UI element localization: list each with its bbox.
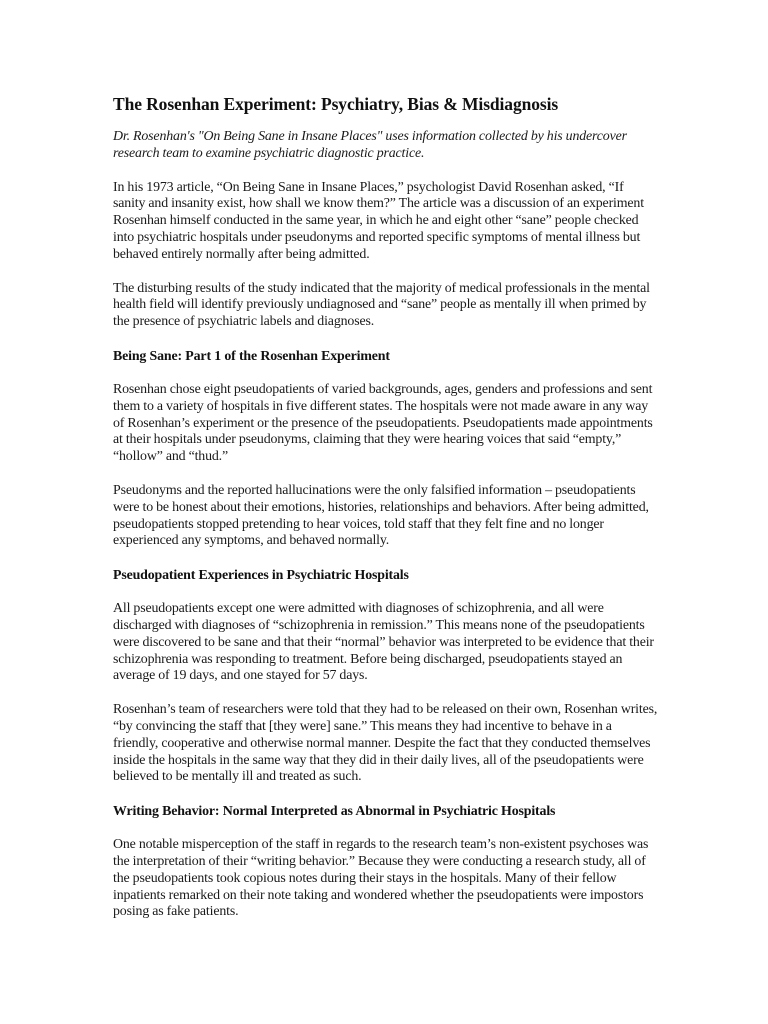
section-heading: Pseudopatient Experiences in Psychiatric Hospitals [113,568,409,584]
paragraph: All pseudopatients except one were admitted with diagnoses of schizophrenia, and all were discharged with diagnoses of “schizophrenia in remission.” This means none of the pseudopatients were discovered to be sane and that their “normal” behavior was interpreted to be evidence that their schizophrenia was responding to treatment. Before being discharged, pseudopatients stayed an average of 19 days, and one stayed for 57 days. [113,601,654,684]
article-title: The Rosenhan Experiment: Psychiatry, Bias & Misdiagnosis [113,94,559,114]
paragraph: Rosenhan’s team of researchers were told that they had to be released on their own, Rosenhan writes, “by convincing the staff that [they were] sane.” This means they had incentive to behave in a friendly, cooperative and otherwise normal manner. Despite the fact that they conducted themselves inside the hospitals in the same way that they did in their daily lives, all of the pseudopatients were believed to be mentally ill and treated as such. [113,702,658,785]
article-body [113,93,658,938]
paragraph: In his 1973 article, “On Being Sane in Insane Places,” psychologist David Rosenhan asked, “If sanity and insanity exist, how shall we know them?” The article was a discussion of an experiment Rosenhan himself conducted in the same year, in which he and eight other “sane” people checked into psychiatric hospitals under pseudonyms and reported specific symptoms of mental illness but behaved entirely normally after being admitted. [113,179,644,262]
paragraph: One notable misperception of the staff in regards to the research team’s non-existent psychoses was the interpretation of their “writing behavior.” Because they were conducting a research study, all of the pseudopatients took copious notes during their stays in the hospitals. Many of their fellow inpatients remarked on their note taking and wondered whether the pseudopatients were impostors posing as fake patients. [113,837,649,920]
article-intro: Dr. Rosenhan's "On Being Sane in Insane Places" uses information collected by his undercover research team to examine psychiatric diagnostic practice. [113,129,627,161]
section-heading: Being Sane: Part 1 of the Rosenhan Experiment [113,348,390,364]
section-heading: Writing Behavior: Normal Interpreted as Abnormal in Psychiatric Hospitals [113,804,556,820]
paragraph: The disturbing results of the study indicated that the majority of medical professionals in the mental health field will identify previously undiagnosed and “sane” people as mentally ill when primed by the presence of psychiatric labels and diagnoses. [113,280,650,330]
paragraph: Pseudonyms and the reported hallucinations were the only falsified information – pseudopatients were to be honest about their emotions, histories, relationships and behaviors. After being admitted, pseudopatients stopped pretending to hear voices, told staff that they felt fine and no longer experienced any symptoms, and behaved normally. [113,482,649,549]
paragraph: Rosenhan chose eight pseudopatients of varied backgrounds, ages, genders and professions and sent them to a variety of hospitals in five different states. The hospitals were not made aware in any way of Rosenhan’s experiment or the presence of the pseudopatients. Pseudopatients made appointments at their hospitals under pseudonyms, claiming that they were hearing voices that said “empty,” “hollow” and “thud.” [113,381,653,465]
